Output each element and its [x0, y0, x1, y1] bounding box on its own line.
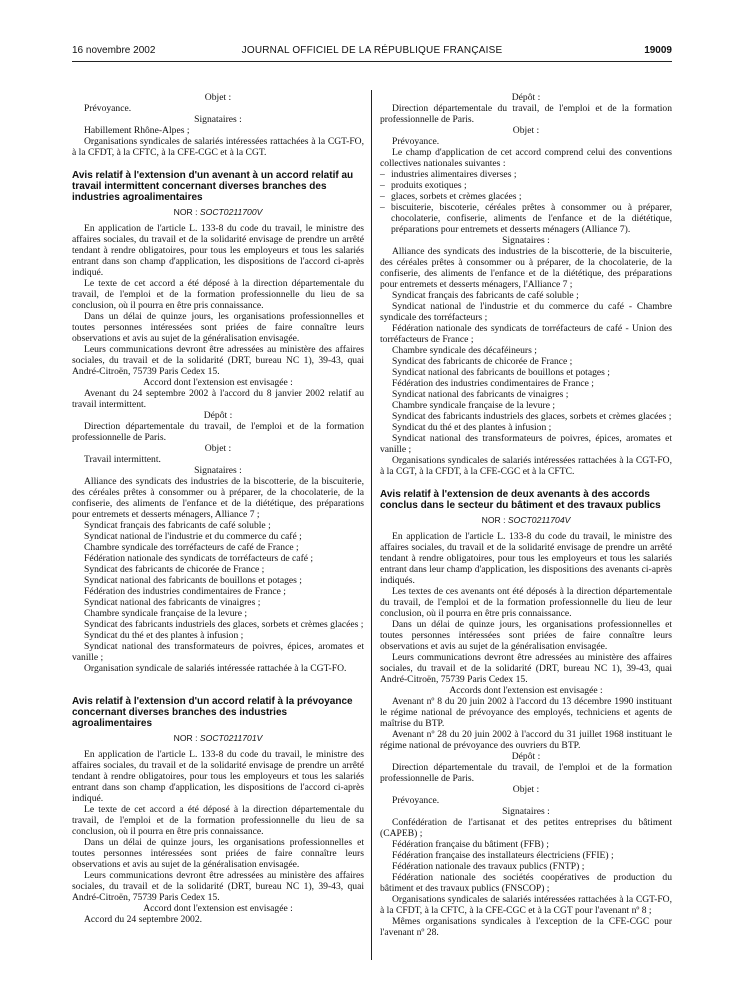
- header-date: 16 novembre 2002: [72, 45, 156, 56]
- paragraph: Accord dont l'extension est envisagée :: [143, 903, 293, 914]
- page-number: 19009: [644, 45, 672, 56]
- depot-label: Dépôt :: [203, 410, 233, 421]
- signataire: Chambre syndicale des décaféineurs ;: [392, 345, 537, 356]
- signataire: Fédération nationale des syndicats de torréfacteurs de café - Union des torréfacteurs de France ;: [380, 323, 672, 345]
- signataire: Syndicat national des fabricants de vinaigres ;: [392, 389, 569, 400]
- journal-title: JOURNAL OFFICIEL DE LA RÉPUBLIQUE FRANÇAISE: [241, 45, 503, 56]
- paragraph: Leurs communications devront être adressées au ministère des affaires sociales, du travail et de la solidarité (DRT, bureau NC 1), 39-43, quai André-Citroën, 75739 Paris Cedex 15.: [380, 652, 672, 685]
- list-item: – produits exotiques ;: [380, 180, 672, 191]
- nor-label: NOR :: [173, 207, 198, 217]
- header-rule: [72, 61, 672, 62]
- paragraph: Dans un délai de quinze jours, les organisations professionnelles et toutes personnes intéressées sont priées de faire connaître leurs observations et avis au sujet de la généralisation envisagée.: [380, 619, 672, 652]
- objet-label: Objet :: [204, 92, 232, 103]
- signataire: Syndicat français des fabricants de café soluble ;: [84, 520, 271, 531]
- objet-label: Objet :: [512, 784, 540, 795]
- signataire: Syndicat national des fabricants de bouillons et potages ;: [84, 575, 302, 586]
- signataire: Organisations syndicales de salariés intéressées rattachées à la CGT-FO, à la CFDT, à la CFTC, à la CFE-CGC et à la CGT.: [72, 136, 364, 158]
- signataire: Confédération de l'artisanat et des petites entreprises du bâtiment (CAPEB) ;: [380, 817, 672, 839]
- nor-reference: [72, 733, 364, 744]
- signataire: Organisations syndicales de salariés intéressées rattachées à la CGT-FO, à la CGT, à la CFDT, à la CFE-CGC et à la CFTC.: [380, 455, 672, 477]
- nor-reference: [72, 207, 364, 218]
- signataire: Syndicat français des fabricants de café soluble ;: [392, 290, 579, 301]
- signataire: Syndicat national des fabricants de bouillons et potages ;: [392, 367, 610, 378]
- signataire: Fédération française des installateurs électriciens (FFIE) ;: [392, 850, 614, 861]
- signataire: Habillement Rhône-Alpes ;: [84, 125, 190, 136]
- notice-title: Avis relatif à l'extension d'un accord relatif à la prévoyance concernant diverses branches des industries agroalimentaires: [72, 696, 353, 729]
- signataire: Fédération nationale des sociétés coopératives de production du bâtiment et des travaux publics (FNSCOP) ;: [380, 872, 672, 894]
- depot-value: Direction départementale du travail, de l'emploi et de la formation professionnelle de Paris.: [72, 421, 364, 443]
- signataire: Fédération française du bâtiment (FFB) ;: [392, 839, 549, 850]
- paragraph: Avenant nº 8 du 20 juin 2002 à l'accord du 13 décembre 1990 instituant le régime national de prévoyance des employés, techniciens et agents de maîtrise du BTP.: [380, 696, 672, 729]
- signataire: Syndicat des fabricants de chicorée de France ;: [84, 564, 265, 575]
- signataire: Syndicat des fabricants industriels des glaces, sorbets et crèmes glacées ;: [392, 411, 672, 422]
- signataires-label: Signataires :: [194, 114, 242, 125]
- signataire: Chambre syndicale française de la levure ;: [84, 608, 248, 619]
- paragraph: Les textes de ces avenants ont été déposés à la direction départementale du travail, de l'emploi et de la formation professionnelle du lieu de leur conclusion, où il pourra en être pris connaissance.: [380, 586, 672, 619]
- signataire: Syndicat du thé et des plantes à infusion ;: [84, 630, 244, 641]
- nor-code: SOCT0211700V: [199, 207, 263, 217]
- signataire: Chambre syndicale des torréfacteurs de café de France ;: [84, 542, 299, 553]
- signataire: Syndicat national de l'industrie et du commerce du café ;: [84, 531, 302, 542]
- signataires-label: Signataires :: [194, 465, 242, 476]
- paragraph: Avenant du 24 septembre 2002 à l'accord du 8 janvier 2002 relatif au travail intermittent.: [72, 388, 364, 410]
- paragraph: En application de l'article L. 133-8 du code du travail, le ministre des affaires sociales, du travail et de la solidarité envisage de prendre un arrêté tendant à rendre obligatoires, pour tous les employeurs et tous les salariés entrant dans son champ d'application, les dispositions de l'accord ci-après indiqué.: [72, 223, 364, 278]
- signataire: Chambre syndicale française de la levure ;: [392, 400, 556, 411]
- objet-value: Prévoyance.: [84, 103, 132, 114]
- left-column: [72, 92, 364, 925]
- objet-value: Prévoyance.: [392, 795, 440, 806]
- signataire: Syndicat national des transformateurs de poivres, épices, aromates et vanille ;: [380, 433, 672, 455]
- nor-label: NOR :: [173, 733, 198, 743]
- paragraph: En application de l'article L. 133-8 du code du travail, le ministre des affaires sociales, du travail et de la solidarité envisage de prendre un arrêté tendant à rendre obligatoires, pour tous les employeurs et tous les salariés entrant dans son champ d'application, les dispositions de l'accord ci-après indiqué.: [72, 749, 364, 804]
- right-column: [380, 92, 672, 938]
- paragraph: Le texte de cet accord a été déposé à la direction départementale du travail, de l'emploi et de la formation professionnelle du lieu de sa conclusion, où il pourra en être pris connaissance.: [72, 804, 364, 837]
- page-header: [72, 45, 672, 59]
- signataire: Syndicat du thé et des plantes à infusion ;: [392, 422, 552, 433]
- paragraph: Dans un délai de quinze jours, les organisations professionnelles et toutes personnes intéressées sont priées de faire connaître leurs observations et avis au sujet de la généralisation envisagée.: [72, 837, 364, 870]
- signataire: Mêmes organisations syndicales à l'exception de la CFE-CGC pour l'avenant nº 28.: [380, 916, 672, 938]
- signataire: Fédération des industries condimentaires de France ;: [392, 378, 594, 389]
- depot-label: Dépôt :: [511, 92, 541, 103]
- nor-code: SOCT0211704V: [507, 515, 571, 525]
- paragraph: Accord dont l'extension est envisagée :: [143, 377, 293, 388]
- list-item: – industries alimentaires diverses ;: [380, 169, 672, 180]
- paragraph: Le texte de cet accord a été déposé à la direction départementale du travail, de l'emploi et de la formation professionnelle du lieu de sa conclusion, où il pourra en être pris connaissance.: [72, 278, 364, 311]
- signataire: Syndicat national des transformateurs de poivres, épices, aromates et vanille ;: [72, 641, 364, 663]
- signataire: Syndicat national de l'industrie et du commerce du café - Chambre syndicale des torréfacteurs ;: [380, 301, 672, 323]
- list-item: – biscuiterie, biscoterie, céréales prêtes à consommer ou à préparer, chocolaterie, confiserie, aliments de l'enfance et de la diététique, préparations pour entremets et desserts ménagers (Alliance 7).: [380, 202, 672, 235]
- objet-value: Prévoyance.: [392, 136, 440, 147]
- list-item: – glaces, sorbets et crèmes glacées ;: [380, 191, 672, 202]
- nor-label: NOR :: [481, 515, 506, 525]
- paragraph: En application de l'article L. 133-8 du code du travail, le ministre des affaires sociales, du travail et de la solidarité envisage de prendre un arrêté tendant à rendre obligatoires, pour tous les employeurs et tous les salariés entrant dans leur champ d'application, les dispositions des avenants ci-après indiqués.: [380, 531, 672, 586]
- objet-value: Travail intermittent.: [84, 454, 161, 465]
- signataires-label: Signataires :: [502, 806, 550, 817]
- signataire: Syndicat des fabricants industriels des glaces, sorbets et crèmes glacées ;: [84, 619, 364, 630]
- depot-label: Dépôt :: [511, 751, 541, 762]
- paragraph: Le champ d'application de cet accord comprend celui des conventions collectives nationales suivantes :: [380, 147, 672, 169]
- signataire: Fédération des industries condimentaires de France ;: [84, 586, 286, 597]
- signataire: Fédération nationale des syndicats de torréfacteurs de café ;: [84, 553, 314, 564]
- paragraph: Avenant nº 28 du 20 juin 2002 à l'accord du 31 juillet 1968 instituant le régime national de prévoyance des ouvriers du BTP.: [380, 729, 672, 751]
- signataire: Alliance des syndicats des industries de la biscotterie, de la biscuiterie, des céréales prêtes à consommer ou à préparer, de la chocolaterie, de la confiserie, des aliments de l'enfance et de la diététique, des préparations pour entremets et desserts ménagers, l'Alliance 7 ;: [380, 246, 672, 290]
- depot-value: Direction départementale du travail, de l'emploi et de la formation professionnelle de Paris.: [380, 762, 672, 784]
- paragraph: Leurs communications devront être adressées au ministère des affaires sociales, du travail et de la solidarité (DRT, bureau NC 1), 39-43, quai André-Citroën, 75739 Paris Cedex 15.: [72, 870, 364, 903]
- objet-label: Objet :: [512, 125, 540, 136]
- signataires-label: Signataires :: [502, 235, 550, 246]
- signataire: Alliance des syndicats des industries de la biscotterie, de la biscuiterie, des céréales prêtes à consommer ou à préparer, de la chocolaterie, de la confiserie, des aliments de l'enfance et de la diététique, des préparations pour entremets et desserts ménagers, Alliance 7 ;: [72, 476, 364, 520]
- objet-label: Objet :: [204, 443, 232, 454]
- nor-reference: [380, 515, 672, 526]
- notice-title: Avis relatif à l'extension d'un avenant à un accord relatif au travail intermittent concernant diverses branches des industries agroalimentaires: [72, 170, 354, 203]
- paragraph: Dans un délai de quinze jours, les organisations professionnelles et toutes personnes intéressées sont priées de faire connaître leurs observations et avis au sujet de la généralisation envisagée.: [72, 311, 364, 344]
- notice-title: Avis relatif à l'extension de deux avenants à des accords conclus dans le secteur du bâtiment et des travaux publics: [380, 489, 661, 511]
- nor-code: SOCT0211701V: [199, 733, 263, 743]
- paragraph: Leurs communications devront être adressées au ministère des affaires sociales, du travail et de la solidarité (DRT, bureau NC 1), 39-43, quai André-Citroën, 75739 Paris Cedex 15.: [72, 344, 364, 377]
- column-divider: [371, 90, 372, 960]
- signataire: Syndicat national des fabricants de vinaigres ;: [84, 597, 261, 608]
- signataire: Organisations syndicales de salariés intéressées rattachées à la CGT-FO, à la CFDT, à la CFTC, à la CFE-CGC et à la CGT pour l'avenant nº 8 ;: [380, 894, 672, 916]
- signataire: Syndicat des fabricants de chicorée de France ;: [392, 356, 573, 367]
- signataire: Fédération nationale des travaux publics (FNTP) ;: [392, 861, 585, 872]
- paragraph: Accord du 24 septembre 2002.: [84, 914, 203, 925]
- paragraph: Accords dont l'extension est envisagée :: [449, 685, 603, 696]
- depot-value: Direction départementale du travail, de l'emploi et de la formation professionnelle de Paris.: [380, 103, 672, 125]
- signataire: Organisation syndicale de salariés intéressée rattachée à la CGT-FO.: [84, 663, 347, 674]
